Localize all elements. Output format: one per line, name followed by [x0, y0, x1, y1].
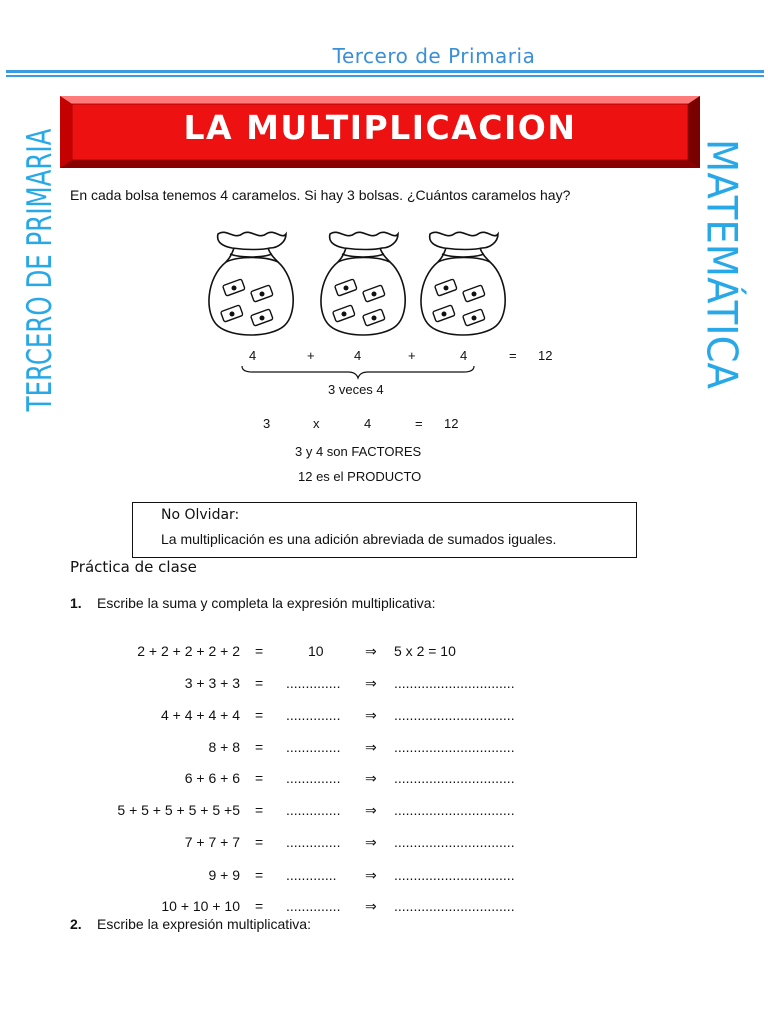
times-sign: x [313, 416, 320, 431]
equals-sign: = [255, 898, 264, 914]
equals-sign: = [255, 675, 264, 691]
exercise-row [0, 867, 768, 887]
implies-arrow-icon: ⇒ [365, 675, 377, 691]
brace-label: 3 veces 4 [328, 382, 384, 397]
multiplication-blank[interactable]: ............................... [394, 707, 515, 723]
equals-sign: = [255, 643, 264, 659]
sum-expression: 2 + 2 + 2 + 2 + 2 [137, 643, 240, 659]
equals-sign: = [509, 348, 517, 363]
plus-sign-2: + [408, 348, 416, 363]
exercise-row [0, 739, 768, 759]
exercise-row [0, 802, 768, 822]
multiplication-blank[interactable]: ............................... [394, 675, 515, 691]
multiplication-blank[interactable]: ............................... [394, 802, 515, 818]
implies-arrow-icon: ⇒ [365, 770, 377, 786]
multiplication-blank[interactable]: ............................... [394, 770, 515, 786]
addition-total: 12 [538, 348, 553, 363]
equals-sign: = [255, 739, 264, 755]
factors-note: 3 y 4 son FACTORES [295, 444, 422, 459]
factor-4: 4 [364, 416, 372, 431]
sum-expression: 6 + 6 + 6 [184, 770, 240, 786]
sum-expression: 3 + 3 + 3 [184, 675, 240, 691]
sum-result-blank[interactable]: .............. [286, 834, 341, 850]
bag-count-3: 4 [460, 348, 468, 363]
sum-result-blank[interactable]: .............. [286, 739, 341, 755]
exercise-row [0, 643, 768, 663]
bag-count-2: 4 [354, 348, 362, 363]
factor-3: 3 [263, 416, 271, 431]
implies-arrow-icon: ⇒ [365, 643, 377, 659]
exercise-row [0, 898, 768, 918]
side-title-right: MATEMÁTICA [697, 139, 747, 389]
sum-expression: 10 + 10 + 10 [161, 898, 240, 914]
page-header-title: Tercero de Primaria [332, 44, 536, 68]
bag-count-1: 4 [249, 348, 257, 363]
multiplication-blank[interactable]: ............................... [394, 867, 515, 883]
sum-result-blank[interactable]: .............. [286, 675, 341, 691]
reminder-text: La multiplicación es una adición abreviada de sumados iguales. [161, 531, 557, 547]
sum-result-blank[interactable]: .............. [286, 802, 341, 818]
implies-arrow-icon: ⇒ [365, 739, 377, 755]
implies-arrow-icon: ⇒ [365, 834, 377, 850]
practice-title: Práctica de clase [70, 558, 197, 576]
equals-sign: = [255, 867, 264, 883]
question-2-number: 2. [70, 916, 82, 932]
product-note: 12 es el PRODUCTO [298, 469, 422, 484]
sum-expression: 7 + 7 + 7 [184, 834, 240, 850]
equals-sign: = [255, 707, 264, 723]
multiplication-blank[interactable]: ............................... [394, 739, 515, 755]
sum-expression: 8 + 8 [208, 739, 240, 755]
equals-sign: = [255, 834, 264, 850]
banner-title: LA MULTIPLICACION [183, 108, 577, 147]
exercise-row [0, 770, 768, 790]
implies-arrow-icon: ⇒ [365, 898, 377, 914]
implies-arrow-icon: ⇒ [365, 707, 377, 723]
exercise-row [0, 834, 768, 854]
question-2-text: Escribe la expresión multiplicativa: [97, 916, 311, 932]
question-1-text: Escribe la suma y completa la expresión multiplicativa: [97, 595, 436, 611]
product-value: 12 [444, 416, 459, 431]
sum-result-blank[interactable]: ............. [286, 867, 337, 883]
reminder-title: No Olvidar: [161, 507, 240, 523]
sum-result-blank[interactable]: .............. [286, 770, 341, 786]
sum-result: 10 [308, 643, 324, 659]
side-title-left: TERCERO DE PRIMARIA [20, 128, 60, 412]
sum-expression: 9 + 9 [208, 867, 240, 883]
implies-arrow-icon: ⇒ [365, 802, 377, 818]
exercise-row [0, 707, 768, 727]
multiplication-expression: 5 x 2 = 10 [394, 643, 456, 659]
multiplication-blank[interactable]: ............................... [394, 834, 515, 850]
equals-sign: = [255, 802, 264, 818]
sum-expression: 5 + 5 + 5 + 5 + 5 +5 [117, 802, 240, 818]
equals-sign: = [255, 770, 264, 786]
multiplication-blank[interactable]: ............................... [394, 898, 515, 914]
exercise-row [0, 675, 768, 695]
plus-sign-1: + [307, 348, 315, 363]
question-1-number: 1. [70, 595, 82, 611]
sum-expression: 4 + 4 + 4 + 4 [160, 707, 240, 723]
sum-result-blank[interactable]: .............. [286, 898, 341, 914]
product-equals: = [415, 416, 423, 431]
sum-result-blank[interactable]: .............. [286, 707, 341, 723]
problem-statement: En cada bolsa tenemos 4 caramelos. Si hay 3 bolsas. ¿Cuántos caramelos hay? [70, 187, 571, 203]
implies-arrow-icon: ⇒ [365, 867, 377, 883]
